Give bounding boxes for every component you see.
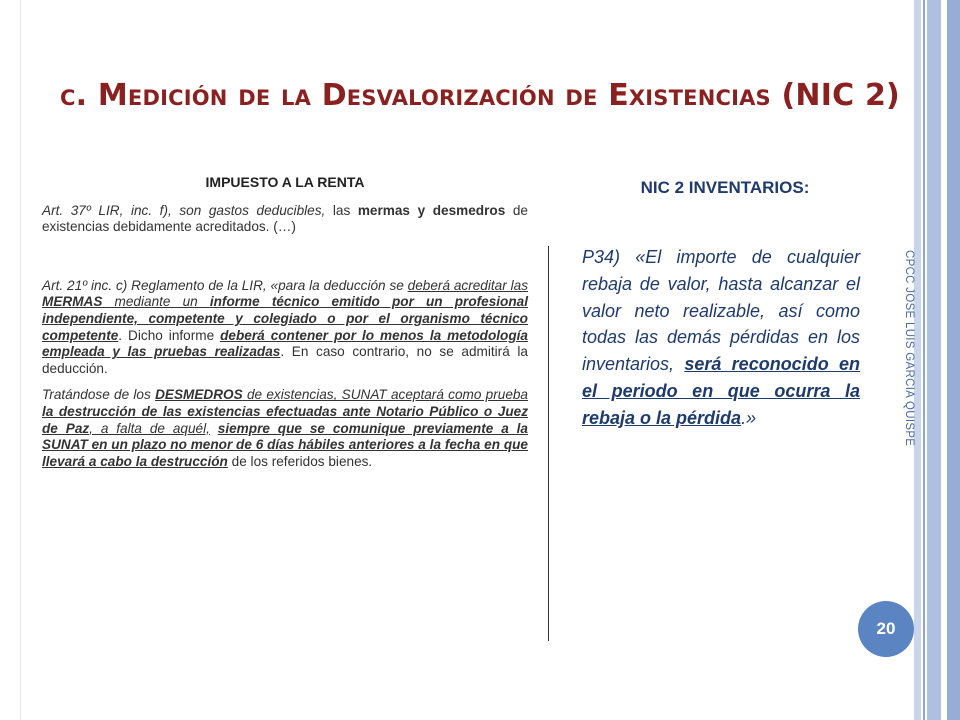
nic2-quote: P34) «El importe de cualquier rebaja de valor, hasta alcanzar el valor neto realizable, así como todas las demás pérdidas en los inventarios, será reconocido en el periodo en que ocurra la rebaja o la pérdida.»	[582, 247, 860, 428]
art21-paragraph: Art. 21º inc. c) Reglamento de la LIR, «para la deducción se deberá acreditar las MERMAS mediante un informe técnico emitido por un profesional independiente, competente y colegiado o por el organismo técnico competente. Dicho informe deberá contener por lo menos la metodología empleada y las pruebas realizadas. En caso contrario, no se admitirá la deducción.	[42, 277, 529, 376]
art37-paragraph: Art. 37º LIR, inc. f), son gastos deducibles, las mermas y desmedros de existencias debidamente acreditados. (…)	[42, 202, 528, 235]
decorative-stripes	[914, 0, 960, 720]
income-tax-column	[42, 174, 528, 470]
column-divider	[548, 246, 549, 641]
left-margin-rule	[20, 0, 21, 720]
nic2-column	[582, 178, 860, 432]
author-vertical-label: CPCC JOSE LUIS GARCIA QUISPE	[903, 250, 915, 447]
nic2-heading: NIC 2 INVENTARIOS:	[640, 178, 810, 197]
slide-title: c. Medición de la Desvalorización de Existencias (NIC 2)	[60, 78, 900, 113]
page-number-badge: 20	[858, 601, 914, 657]
desmedros-paragraph: Tratándose de los DESMEDROS de existencias, SUNAT aceptará como prueba la destrucción de las existencias efectuadas ante Notario Público o Juez de Paz, a falta de aquél, siempre que se comunique previamente a la SUNAT en un plazo no menor de 6 días hábiles anteriores a la fecha en que llevará a cabo la destrucción de los referidos bienes.	[42, 387, 528, 469]
income-tax-heading: IMPUESTO A LA RENTA	[205, 174, 365, 190]
